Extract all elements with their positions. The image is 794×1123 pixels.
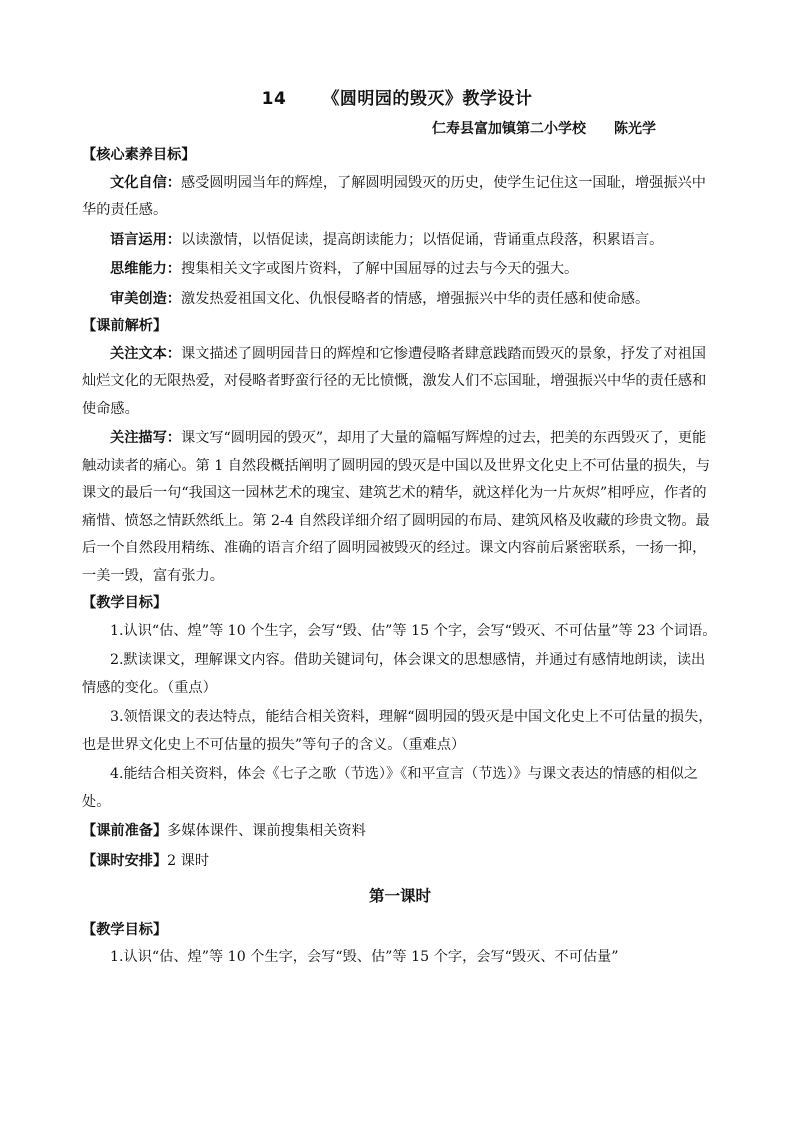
section-heading-schedule: 【课时安排】 xyxy=(82,852,168,869)
goal-item: 3.领悟课文的表达特点，能结合相关资料，理解“圆明园的毁灭是中国文化史上不可估量的损失，也是世界文化史上不可估量的损失”等句子的含义。（重难点） xyxy=(82,709,713,753)
core-item-text: 以读激情，以悟促读，提高朗读能力；以悟促诵，背诵重点段落，积累语言。 xyxy=(180,231,664,248)
core-item xyxy=(82,227,718,255)
analysis-item xyxy=(82,341,718,424)
core-item-label: 审美创造： xyxy=(110,290,181,307)
schedule-text: 2 课时 xyxy=(167,852,210,869)
author-school: 仁寿县富加镇第二小学校 xyxy=(432,121,586,137)
goal-item: 2.默读课文，理解课文内容。借助关键词句，体会课文的思想感情，并通过有感情地朗读，读出情感的变化。（重点） xyxy=(82,652,706,696)
core-item-text: 感受圆明园当年的辉煌，了解圆明园毁灭的历史，使学生记住这一国耻，增强振兴中华的责任感。 xyxy=(82,174,706,218)
core-item-text: 激发热爱祖国文化、仇恨侵略者的情感，增强振兴中华的责任感和使命感。 xyxy=(180,290,650,307)
document-body xyxy=(82,142,718,972)
analysis-item xyxy=(82,425,718,590)
core-item xyxy=(82,286,718,314)
section-heading-prep: 【课前准备】 xyxy=(82,823,168,839)
document-title xyxy=(0,84,794,109)
section-heading-core: 【核心素养目标】 xyxy=(82,147,196,163)
author-line xyxy=(432,118,656,138)
analysis-item-text: 课文写“圆明园的毁灭”，却用了大量的篇幅写辉煌的过去，把美的东西毁灭了，更能触动读者的痛心。第 1 自然段概括阐明了圆明园的毁灭是中国以及世界文化史上不可估量的损失，与课文的最后一句“我国这一园林艺术的瑰宝、建筑艺术的精华，就这样化为一片灰烬”相呼应，作者的痛惜、愤怒之情跃然纸上。第 2-4 自然段详细介绍了圆明园的布局、建筑风格及收藏的珍贵文物。最后一个自然段用精练、准确的语言介绍了圆明园被毁灭的经过。课文内容前后紧密联系，一扬一抑，一美一毁，富有张力。 xyxy=(82,430,711,584)
goal-item: 1.认识“估、煌”等 10 个生字，会写“毁、估”等 15 个字，会写“毁灭、不可估量”等 23 个词语。 xyxy=(110,622,717,639)
core-item-label: 语言运用： xyxy=(110,231,181,248)
author-name: 陈光学 xyxy=(614,121,656,137)
analysis-item-text: 课文描述了圆明园昔日的辉煌和它惨遭侵略者肆意践踏而毁灭的景象，抒发了对祖国灿烂文化的无限热爱，对侵略者野蛮行径的无比愤慨，激发人们不忘国耻，增强振兴中华的责任感和使命感。 xyxy=(82,345,707,417)
section-heading-analysis: 【课前解析】 xyxy=(82,318,168,334)
core-item xyxy=(82,170,718,225)
goal-item: 4.能结合相关资料，体会《七子之歌（节选）》《和平宣言（节选）》与课文表达的情感的相似之处。 xyxy=(82,766,699,810)
lesson-one-goal-item: 1.认识“估、煌”等 10 个生字，会写“毁、估”等 15 个字，会写“毁灭、不可估量” xyxy=(110,949,619,965)
analysis-item-label: 关注描写： xyxy=(110,430,181,446)
core-item-text: 搜集相关文字或图片资料，了解中国屈辱的过去与今天的强大。 xyxy=(180,261,579,277)
lesson-one-goals-heading: 【教学目标】 xyxy=(82,921,168,938)
core-item xyxy=(82,256,718,284)
core-item-label: 文化自信： xyxy=(110,174,181,191)
title-text: 《圆明园的毁灭》教学设计 xyxy=(322,89,533,109)
prep-line xyxy=(82,818,718,846)
prep-text: 多媒体课件、课前搜集相关资料 xyxy=(167,823,366,839)
lesson-number: 14 xyxy=(261,89,287,109)
schedule-line xyxy=(82,848,718,876)
core-item-label: 思维能力： xyxy=(110,261,181,277)
lesson-one-title: 第一课时 xyxy=(368,887,431,905)
analysis-item-label: 关注文本： xyxy=(110,345,181,362)
section-heading-goals: 【教学目标】 xyxy=(82,595,168,611)
